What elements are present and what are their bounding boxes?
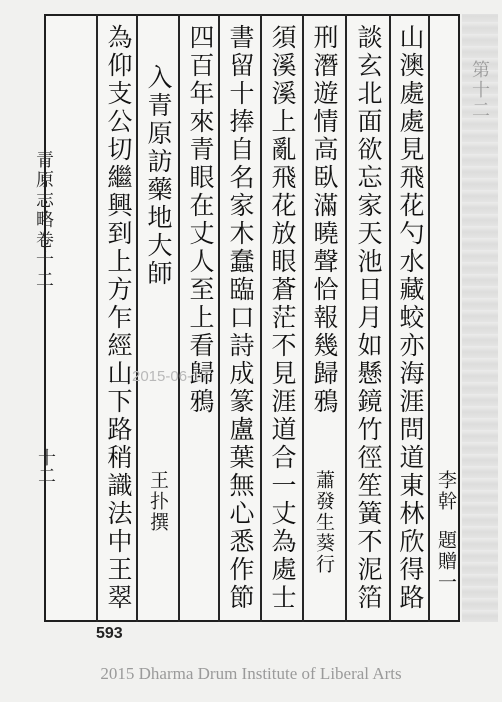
center-title: 青原志略卷十二 bbox=[33, 150, 54, 290]
column-rule bbox=[428, 14, 430, 622]
poem-title: 入青原訪藥地大師 bbox=[144, 64, 173, 288]
poem-line: 須溪溪上亂飛花放眼蒼茫不見涯道合一丈為處士 bbox=[268, 24, 297, 612]
column-rule bbox=[96, 14, 98, 622]
poem-title: 題贈一 bbox=[435, 530, 457, 593]
poem-line: 為仰支公切繼興到上方乍經山下路稍識法中王翠 bbox=[104, 24, 133, 612]
column-rule bbox=[178, 14, 180, 622]
author-name: 蕭發生葵行 bbox=[313, 470, 335, 575]
poem-line: 四百年來青眼在丈人至上看歸鴉 bbox=[186, 24, 215, 416]
author-name: 李幹 bbox=[435, 470, 457, 512]
poem-line: 刑潛遊情高臥滿曉聲恰報幾歸鴉 bbox=[310, 24, 339, 416]
poem-line: 談玄北面欲忘家天池日月如懸鏡竹徑笙簧不泥箔 bbox=[354, 24, 383, 612]
column-rule bbox=[389, 14, 391, 622]
column-rule bbox=[345, 14, 347, 622]
poem-line: 山澳處處見飛花勺水藏蛟亦海涯問道東林欣得路 bbox=[396, 24, 425, 612]
adjacent-page-text: 第十二 bbox=[469, 60, 490, 120]
author-name: 王扑撰 bbox=[147, 470, 169, 533]
date-watermark: 2015-06-17 bbox=[132, 368, 209, 385]
page-number: 593 bbox=[96, 625, 123, 642]
column-rule bbox=[218, 14, 220, 622]
column-rule bbox=[136, 14, 138, 622]
copyright-footer: 2015 Dharma Drum Institute of Liberal Arts bbox=[100, 664, 402, 683]
column-rule bbox=[302, 14, 304, 622]
folio-number: 十二 bbox=[35, 448, 56, 484]
poem-line: 書留十捧自名家木蠢臨口詩成篆盧葉無心悉作節 bbox=[226, 24, 255, 612]
column-rule bbox=[260, 14, 262, 622]
